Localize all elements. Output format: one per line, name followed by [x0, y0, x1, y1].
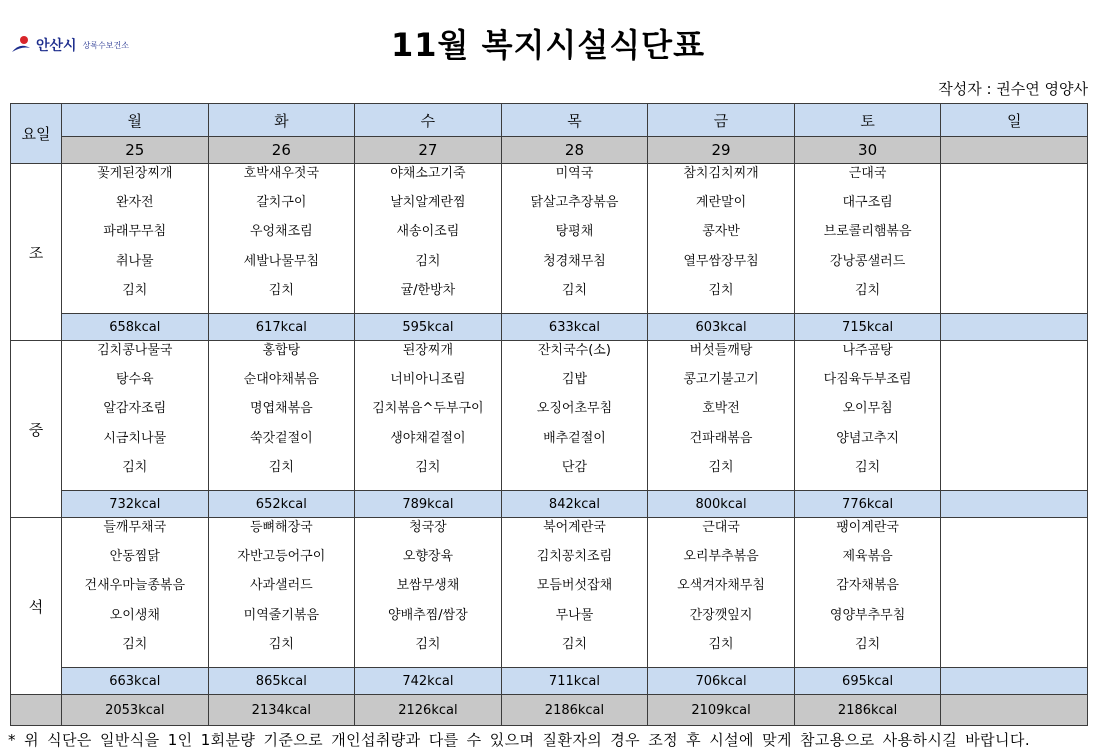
day-header-row: [11, 104, 1088, 137]
meal-label: 석: [11, 518, 62, 695]
kcal-cell: 865kcal: [208, 668, 355, 695]
kcal-cell: 842kcal: [501, 491, 648, 518]
dish-item: 참치김치찌개: [683, 166, 759, 181]
day-date: 30: [794, 137, 941, 164]
dish-item: 배추겉절이: [543, 430, 606, 446]
dish-item: [941, 341, 1087, 370]
dish-item: 세발나물무침: [243, 253, 320, 269]
dish-cell: [794, 518, 941, 668]
day-date: 29: [648, 137, 795, 164]
meal-dishes-row: [11, 341, 1088, 491]
dish-item: 나주곰탕: [842, 343, 893, 358]
dish-cell: [941, 518, 1088, 668]
dish-item: 콩고기불고기: [683, 372, 759, 388]
dish-item: 김치콩나물국: [97, 343, 173, 358]
dish-cell: [355, 164, 502, 314]
dish-item: 다짐육두부조림: [823, 372, 912, 388]
dish-item: 건새우마늘종볶음: [84, 578, 186, 594]
dish-cell: [208, 164, 355, 314]
dish-item: 김치: [708, 636, 734, 652]
meal-kcal-row: [11, 491, 1088, 518]
yoil-label: 요일: [11, 104, 62, 164]
dish-item: 간장깻잎지: [689, 607, 753, 623]
dish-item: 오색겨자채무침: [677, 578, 765, 594]
dish-item: 사과샐러드: [249, 578, 313, 594]
dish-cell: [941, 341, 1088, 491]
kcal-cell: 742kcal: [355, 668, 502, 695]
day-date: [941, 137, 1088, 164]
dish-item: 모듬버섯잡채: [536, 578, 613, 594]
dish-item: 김치: [561, 636, 588, 652]
dish-item: 시금치나물: [103, 430, 167, 446]
dish-item: 감자채볶음: [836, 578, 899, 594]
kcal-cell: 617kcal: [208, 314, 355, 341]
dish-item: 김치: [855, 636, 881, 652]
dish-cell: [794, 341, 941, 491]
dish-item: 오징어초무침: [536, 401, 613, 417]
dish-item: 알감자조림: [103, 401, 167, 417]
dish-item: 브로콜리햄볶음: [823, 224, 912, 240]
kcal-cell: 658kcal: [62, 314, 209, 341]
dish-item: 꽃게된장찌개: [97, 166, 173, 181]
dish-item: 생야채겉절이: [390, 430, 466, 446]
dish-item: 콩자반: [702, 224, 740, 240]
dish-item: [941, 222, 1087, 251]
day-name: 월: [62, 104, 209, 137]
daily-total-row: [11, 695, 1088, 726]
dish-item: 김치볶음^두부구이: [372, 401, 484, 417]
dish-item: 호박새우젓국: [243, 166, 320, 181]
total-label-cell: [11, 695, 62, 726]
kcal-cell: [941, 314, 1088, 341]
dish-cell: [501, 341, 648, 491]
day-name: 일: [941, 104, 1088, 137]
dish-item: 파래무무침: [103, 224, 167, 240]
dish-item: [941, 193, 1087, 222]
dish-cell: [648, 341, 795, 491]
dish-item: 순대야채볶음: [243, 372, 320, 388]
dish-cell: [648, 164, 795, 314]
dish-item: 김치: [415, 636, 441, 652]
dish-item: [941, 547, 1087, 576]
dish-item: 강낭콩샐러드: [829, 253, 906, 269]
dish-item: 탕수육: [115, 372, 154, 388]
dish-item: 쑥갓겉절이: [249, 430, 313, 446]
dish-item: 김치: [708, 459, 734, 475]
dish-item: 건파래볶음: [689, 430, 753, 446]
dish-item: 호박전: [702, 401, 740, 417]
dish-item: 오이생채: [109, 607, 160, 623]
day-name: 수: [355, 104, 502, 137]
dish-item: 새송이조림: [396, 224, 460, 240]
dish-item: 김치: [268, 459, 294, 475]
total-kcal-cell: 2126kcal: [355, 695, 502, 726]
day-date: 25: [62, 137, 209, 164]
dish-item: 된장찌개: [402, 343, 454, 358]
day-name: 목: [501, 104, 648, 137]
dish-item: 팽이계란국: [836, 520, 899, 535]
dish-cell: [501, 518, 648, 668]
total-kcal-cell: 2134kcal: [208, 695, 355, 726]
kcal-cell: 695kcal: [794, 668, 941, 695]
meal-dishes-row: [11, 164, 1088, 314]
dish-item: 근대국: [848, 166, 887, 181]
kcal-cell: 706kcal: [648, 668, 795, 695]
day-name: 화: [208, 104, 355, 137]
dish-item: 날치알계란찜: [390, 195, 466, 211]
kcal-cell: 633kcal: [501, 314, 648, 341]
dish-item: 안동찜닭: [109, 549, 160, 565]
dish-item: 야채소고기죽: [390, 166, 466, 181]
dish-item: 오리부추볶음: [683, 549, 759, 565]
kcal-cell: 663kcal: [62, 668, 209, 695]
kcal-cell: 711kcal: [501, 668, 648, 695]
kcal-cell: 595kcal: [355, 314, 502, 341]
dish-item: 영양부추무침: [829, 607, 906, 623]
dish-item: 취나물: [115, 253, 154, 269]
dish-item: 홍합탕: [262, 343, 301, 358]
dish-item: 등뼈해장국: [249, 520, 313, 535]
footnote: * 위 식단은 일반식을 1인 1회분량 기준으로 개인섭취량과 다를 수 있으며 질환자의 경우 조정 후 시설에 맞게 참고용으로 사용하시길 바랍니다.: [8, 731, 1030, 749]
dish-cell: [62, 164, 209, 314]
dish-item: [941, 458, 1087, 487]
dish-item: 우엉채조림: [249, 224, 313, 240]
dish-item: 미역국: [555, 166, 594, 181]
total-kcal-cell: 2053kcal: [62, 695, 209, 726]
dish-item: 북어계란국: [543, 520, 606, 535]
dish-item: 김치: [268, 282, 294, 298]
dish-item: 대구조림: [842, 195, 893, 211]
total-kcal-cell: 2109kcal: [648, 695, 795, 726]
dish-item: 명엽채볶음: [249, 401, 313, 417]
dish-item: 김치: [561, 282, 588, 298]
dish-item: 김치: [122, 459, 148, 475]
meal-label: 중: [11, 341, 62, 518]
kcal-cell: [941, 491, 1088, 518]
dish-item: 들깨무채국: [103, 520, 167, 535]
dish-cell: [62, 518, 209, 668]
page-title: 11월 복지시설식단표: [391, 26, 705, 64]
dish-item: 제육볶음: [842, 549, 893, 565]
total-kcal-cell: 2186kcal: [794, 695, 941, 726]
dish-cell: [941, 164, 1088, 314]
dish-item: 김치: [855, 282, 881, 298]
dish-item: [941, 399, 1087, 428]
dish-item: 갈치구이: [256, 195, 307, 211]
dish-item: 닭살고추장볶음: [530, 195, 619, 211]
dish-item: 너비아니조림: [390, 372, 466, 388]
day-date: 26: [208, 137, 355, 164]
dish-item: [941, 576, 1087, 605]
dish-item: 김치: [122, 282, 148, 298]
dish-item: [941, 252, 1087, 281]
dish-item: 근대국: [702, 520, 740, 535]
dish-item: 김치: [122, 636, 148, 652]
kcal-cell: [941, 668, 1088, 695]
dish-item: 청국장: [409, 520, 447, 535]
dish-cell: [355, 341, 502, 491]
dish-item: 열무쌈장무침: [683, 253, 759, 269]
menu-table: [10, 103, 1088, 726]
dish-item: 오향장육: [402, 549, 454, 565]
dish-item: 계란말이: [695, 195, 747, 211]
dish-item: 자반고등어구이: [237, 549, 326, 565]
kcal-cell: 652kcal: [208, 491, 355, 518]
dish-item: 청경채무침: [543, 253, 606, 269]
total-kcal-cell: 2186kcal: [501, 695, 648, 726]
dish-cell: [208, 341, 355, 491]
dish-item: 김치: [708, 282, 734, 298]
dish-cell: [648, 518, 795, 668]
logo-city-name: 안산시: [36, 38, 77, 54]
dish-item: 김치: [268, 636, 294, 652]
kcal-cell: 800kcal: [648, 491, 795, 518]
dish-cell: [208, 518, 355, 668]
dish-item: [941, 429, 1087, 458]
dish-item: 탕평채: [555, 224, 594, 240]
dish-item: 잔치국수(소): [538, 343, 611, 358]
dish-item: [941, 281, 1087, 310]
dish-item: 보쌈무생채: [396, 578, 460, 594]
dish-item: 김밥: [561, 372, 588, 388]
dish-item: 버섯들깨탕: [689, 343, 753, 358]
dish-item: 미역줄기볶음: [243, 607, 320, 623]
kcal-cell: 776kcal: [794, 491, 941, 518]
kcal-cell: 603kcal: [648, 314, 795, 341]
day-name: 토: [794, 104, 941, 137]
dish-item: [941, 518, 1087, 547]
meal-dishes-row: [11, 518, 1088, 668]
dish-item: [941, 635, 1087, 664]
kcal-cell: 715kcal: [794, 314, 941, 341]
dish-item: 양배추찜/쌈장: [388, 607, 468, 623]
dish-cell: [62, 341, 209, 491]
date-header-row: [11, 137, 1088, 164]
dish-cell: [794, 164, 941, 314]
logo-office-name: 상록수보건소: [82, 40, 129, 50]
kcal-cell: 732kcal: [62, 491, 209, 518]
dish-item: [941, 164, 1087, 193]
dish-item: 김치: [415, 253, 441, 269]
dish-item: 귤/한방차: [400, 282, 456, 298]
dish-cell: [501, 164, 648, 314]
dish-item: 완자전: [115, 195, 154, 211]
dish-item: 김치꽁치조림: [536, 549, 613, 565]
day-date: 28: [501, 137, 648, 164]
dish-item: 무나물: [555, 607, 594, 623]
day-date: 27: [355, 137, 502, 164]
kcal-cell: 789kcal: [355, 491, 502, 518]
dish-item: 단감: [561, 459, 588, 475]
dish-item: [941, 606, 1087, 635]
dish-item: 오이무침: [842, 401, 893, 417]
author-line: 작성자 : 권수연 영양사: [938, 80, 1088, 98]
day-name: 금: [648, 104, 795, 137]
total-kcal-cell: [941, 695, 1088, 726]
dish-item: 김치: [415, 459, 441, 475]
meal-kcal-row: [11, 668, 1088, 695]
meal-kcal-row: [11, 314, 1088, 341]
dish-cell: [355, 518, 502, 668]
dish-item: [941, 370, 1087, 399]
dish-item: 양념고추지: [836, 430, 899, 446]
meal-label: 조: [11, 164, 62, 341]
dish-item: 김치: [855, 459, 881, 475]
